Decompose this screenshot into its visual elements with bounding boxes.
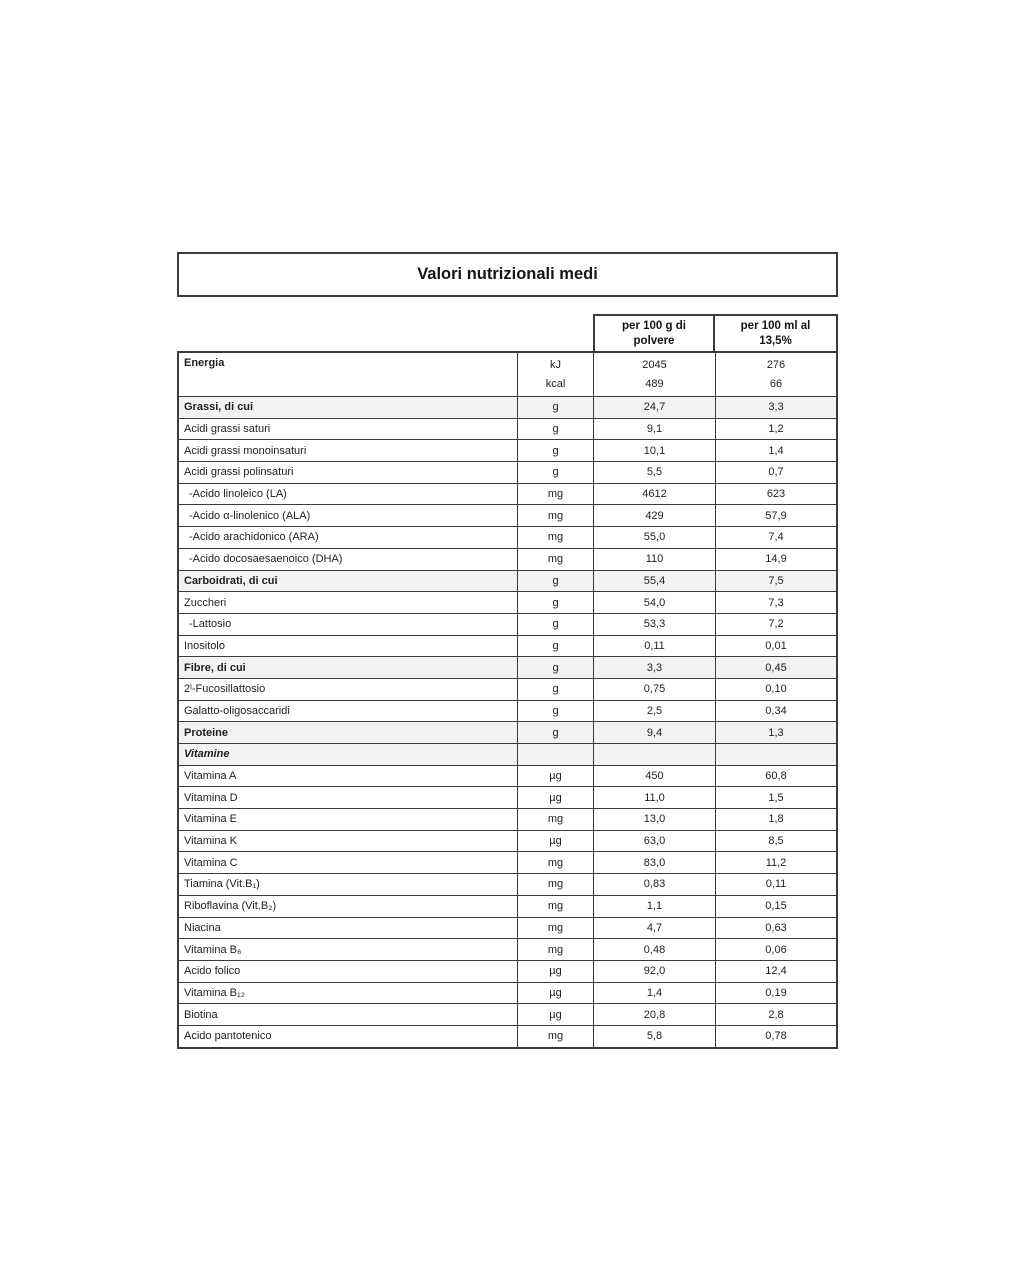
unit-cell: µg [517, 766, 593, 787]
unit-cell: g [517, 397, 593, 418]
row-label: Riboflavina (Vit.B₂) [184, 900, 277, 913]
table-row [179, 983, 836, 1005]
table-row [179, 527, 836, 549]
value-cell: 63,0 [593, 831, 715, 852]
unit-cell: g [517, 440, 593, 461]
row-label: Vitamina E [184, 813, 237, 826]
value-cell: 5,5 [593, 462, 715, 483]
value-cell: 60,8 [715, 766, 836, 787]
unit-cell: g [517, 679, 593, 700]
value-cell: 0,45 [715, 657, 836, 678]
value-cell: 110 [593, 549, 715, 570]
value-cell: 24,7 [593, 397, 715, 418]
row-label: Fibre, di cui [184, 661, 246, 674]
value-line: 2045 [642, 358, 667, 371]
table-row [179, 592, 836, 614]
value-cell [593, 744, 715, 765]
value-cell: 0,06 [715, 939, 836, 960]
value-cell: 2,8 [715, 1004, 836, 1025]
table-row [179, 505, 836, 527]
row-label: Carboidrati, di cui [184, 574, 278, 587]
unit-cell: mg [517, 484, 593, 505]
table-row [179, 831, 836, 853]
value-cell: 0,10 [715, 679, 836, 700]
table-row [179, 440, 836, 462]
table-row [179, 1004, 836, 1026]
table-row [179, 939, 836, 961]
unit-cell: mg [517, 549, 593, 570]
unit-cell: mg [517, 896, 593, 917]
unit-cell: g [517, 636, 593, 657]
row-label: 2ˡ-Fucosillattosio [184, 683, 266, 696]
row-label: -Acido α-linolenico (ALA) [189, 509, 311, 522]
row-label: Vitamina B₆ [184, 943, 242, 956]
table-row [179, 701, 836, 723]
table-row [179, 787, 836, 809]
value-cell: 0,63 [715, 918, 836, 939]
row-label: Vitamina D [184, 791, 238, 804]
table-title-box [177, 252, 838, 297]
unit-cell: µg [517, 961, 593, 982]
unit-cell: g [517, 571, 593, 592]
table-row [179, 961, 836, 983]
value-cell: 20,8 [593, 1004, 715, 1025]
unit-cell: g [517, 722, 593, 743]
value-cell: 0,83 [593, 874, 715, 895]
value-cell: 450 [593, 766, 715, 787]
value-cell: 11,0 [593, 787, 715, 808]
table-header [177, 314, 838, 351]
value-cell: 14,9 [715, 549, 836, 570]
table-row [179, 874, 836, 896]
table-row [179, 419, 836, 441]
page-title: Valori nutrizionali medi [417, 265, 598, 283]
value-cell: 7,2 [715, 614, 836, 635]
row-label: Vitamina A [184, 770, 237, 783]
value-cell: 7,5 [715, 571, 836, 592]
value-cell [715, 353, 836, 396]
unit-cell: mg [517, 874, 593, 895]
row-label: Vitamina K [184, 835, 237, 848]
value-cell: 0,75 [593, 679, 715, 700]
value-cell: 2,5 [593, 701, 715, 722]
row-label: Acidi grassi monoinsaturi [184, 444, 307, 457]
value-cell: 3,3 [715, 397, 836, 418]
table-row [179, 614, 836, 636]
row-label: Vitamina C [184, 856, 238, 869]
value-cell: 11,2 [715, 852, 836, 873]
value-cell: 92,0 [593, 961, 715, 982]
value-cell: 12,4 [715, 961, 836, 982]
row-label: -Acido arachidonico (ARA) [189, 531, 319, 544]
table-row [179, 809, 836, 831]
value-cell: 8,5 [715, 831, 836, 852]
header-spacer-unit [517, 314, 593, 351]
unit-cell: g [517, 701, 593, 722]
table-row [179, 549, 836, 571]
unit-cell: g [517, 614, 593, 635]
value-cell: 9,1 [593, 419, 715, 440]
value-cell: 0,11 [593, 636, 715, 657]
table-row [179, 636, 836, 658]
value-cell [593, 353, 715, 396]
unit-cell: mg [517, 809, 593, 830]
unit-cell: mg [517, 939, 593, 960]
value-cell: 0,34 [715, 701, 836, 722]
table-row [179, 852, 836, 874]
unit-cell: µg [517, 983, 593, 1004]
value-line: 276 [766, 358, 786, 371]
row-label: Acidi grassi saturi [184, 423, 271, 436]
value-cell: 7,4 [715, 527, 836, 548]
value-cell: 0,01 [715, 636, 836, 657]
unit-cell: mg [517, 852, 593, 873]
value-cell: 1,1 [593, 896, 715, 917]
row-label: Vitamina B₁₂ [184, 986, 245, 999]
value-cell: 0,78 [715, 1026, 836, 1047]
value-cell: 55,0 [593, 527, 715, 548]
unit-cell: g [517, 462, 593, 483]
value-cell: 3,3 [593, 657, 715, 678]
value-cell: 0,11 [715, 874, 836, 895]
value-cell: 1,5 [715, 787, 836, 808]
value-cell: 13,0 [593, 809, 715, 830]
row-label: -Lattosio [189, 618, 232, 631]
row-label: Energia [184, 357, 225, 369]
row-label: Zuccheri [184, 596, 227, 609]
row-label: Vitamine [184, 748, 230, 761]
unit-cell: g [517, 419, 593, 440]
value-line: kcal [545, 378, 566, 391]
unit-cell: µg [517, 787, 593, 808]
table-row [179, 484, 836, 506]
table-row [179, 571, 836, 593]
column-header-per-100ml: per 100 ml al 13,5% [715, 314, 838, 351]
value-cell: 0,15 [715, 896, 836, 917]
value-line: 489 [645, 378, 664, 391]
row-label: Acidi grassi polinsaturi [184, 466, 294, 479]
unit-cell: mg [517, 505, 593, 526]
unit-cell: µg [517, 831, 593, 852]
value-cell: 0,48 [593, 939, 715, 960]
nutrition-table-sheet [177, 252, 838, 1049]
table-row [179, 918, 836, 940]
unit-cell: mg [517, 918, 593, 939]
nutrition-table-body [177, 351, 838, 1049]
unit-cell: µg [517, 1004, 593, 1025]
table-row [179, 1026, 836, 1047]
table-row [179, 679, 836, 701]
table-row [179, 766, 836, 788]
value-cell: 623 [715, 484, 836, 505]
row-label: -Acido docosaesaenoico (DHA) [189, 553, 343, 566]
value-cell: 4612 [593, 484, 715, 505]
value-cell: 0,7 [715, 462, 836, 483]
table-row [179, 744, 836, 766]
value-cell: 1,4 [593, 983, 715, 1004]
row-label: Niacina [184, 921, 221, 934]
value-cell: 429 [593, 505, 715, 526]
value-cell: 53,3 [593, 614, 715, 635]
value-cell: 7,3 [715, 592, 836, 613]
table-row [179, 397, 836, 419]
row-label: Proteine [184, 726, 229, 739]
row-label: Grassi, di cui [184, 401, 254, 414]
value-cell: 1,3 [715, 722, 836, 743]
title-header-gap [177, 297, 838, 314]
value-cell [715, 744, 836, 765]
unit-cell [517, 353, 593, 396]
value-cell: 0,19 [715, 983, 836, 1004]
table-row [179, 896, 836, 918]
row-label: -Acido linoleico (LA) [189, 488, 287, 501]
row-label: Tiamina (Vit.B₁) [184, 878, 260, 891]
column-header-per-100g: per 100 g di polvere [593, 314, 715, 351]
value-cell: 57,9 [715, 505, 836, 526]
value-cell: 55,4 [593, 571, 715, 592]
value-cell: 1,2 [715, 419, 836, 440]
table-row [179, 353, 836, 397]
value-line: 66 [769, 378, 783, 391]
value-cell: 1,8 [715, 809, 836, 830]
row-label: Acido folico [184, 965, 241, 978]
row-label: Biotina [184, 1008, 218, 1021]
unit-cell: mg [517, 1026, 593, 1047]
row-label: Inositolo [184, 639, 225, 652]
header-spacer-label [177, 314, 517, 351]
unit-cell [517, 744, 593, 765]
value-cell: 54,0 [593, 592, 715, 613]
table-row [179, 722, 836, 744]
value-cell: 5,8 [593, 1026, 715, 1047]
value-cell: 83,0 [593, 852, 715, 873]
unit-cell: mg [517, 527, 593, 548]
unit-cell: g [517, 657, 593, 678]
value-cell: 1,4 [715, 440, 836, 461]
table-row [179, 462, 836, 484]
row-label: Acido pantotenico [184, 1030, 272, 1043]
value-cell: 10,1 [593, 440, 715, 461]
unit-cell: g [517, 592, 593, 613]
value-line: kJ [550, 358, 561, 371]
value-cell: 9,4 [593, 722, 715, 743]
table-row [179, 657, 836, 679]
value-cell: 4,7 [593, 918, 715, 939]
row-label: Galatto-oligosaccaridi [184, 704, 290, 717]
